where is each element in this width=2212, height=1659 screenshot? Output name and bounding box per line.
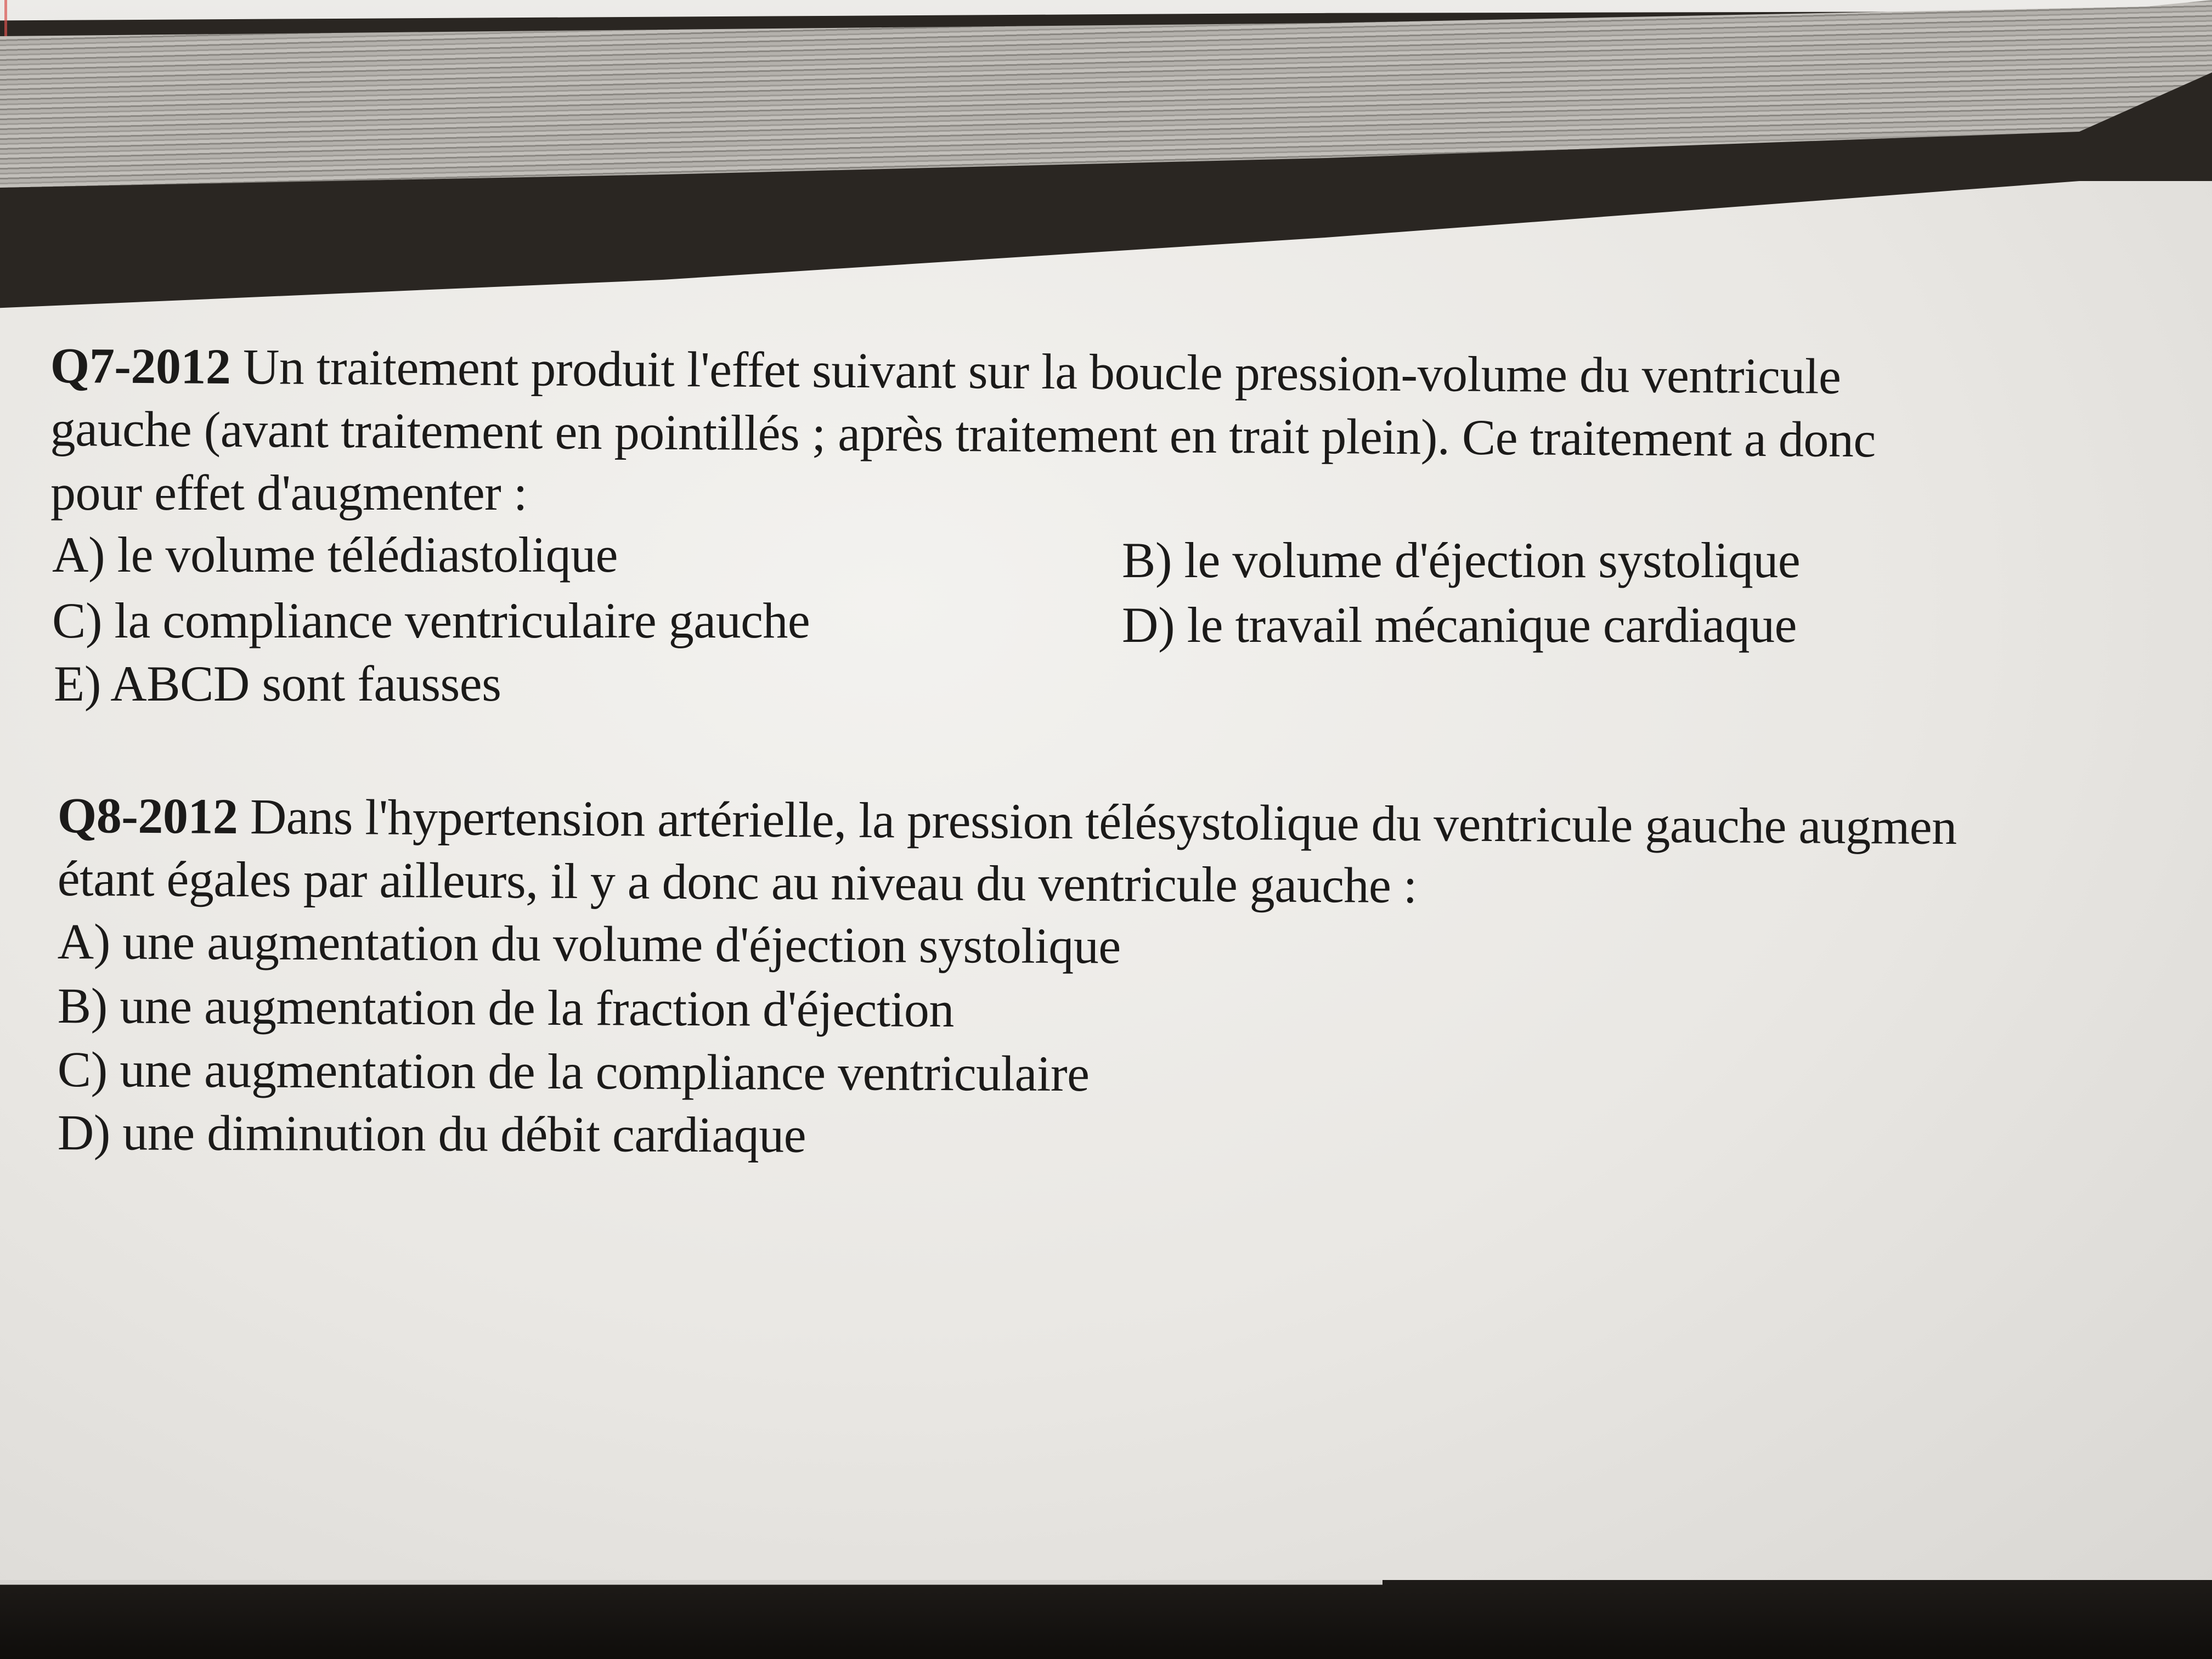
q8-option-a: A) une augmentation du volume d'éjection systolique — [57, 913, 1121, 974]
q7-option-a: A) le volume télédiastolique — [52, 527, 618, 583]
q7-option-c: C) la compliance ventriculaire gauche — [52, 592, 810, 648]
q7-option-e: E) ABCD sont fausses — [54, 656, 501, 712]
q7-stem-line-3: pour effet d'augmenter : — [50, 465, 527, 521]
q8-stem-text-1: Dans l'hypertension artérielle, la pression télésystolique du ventricule gauche augmen — [238, 788, 1957, 855]
q7-stem-line-1 — [50, 337, 1841, 404]
q8-option-d: D) une diminution du débit cardiaque — [57, 1104, 806, 1163]
q8-stem-line-2: étant égales par ailleurs, il y a donc au niveau du ventricule gauche : — [57, 850, 1418, 913]
q8-number: Q8-2012 — [57, 787, 238, 845]
q7-stem-text-1: Un traitement produit l'effet suivant sur la boucle pression-volume du ventricule — [230, 338, 1841, 404]
q7-option-b: B) le volume d'éjection systolique — [1122, 532, 1801, 588]
q8-option-c: C) une augmentation de la compliance ventriculaire — [57, 1041, 1090, 1102]
q7-option-d: D) le travail mécanique cardiaque — [1122, 597, 1797, 653]
q7-number: Q7-2012 — [50, 337, 231, 395]
q8-option-b: B) une augmentation de la fraction d'éjection — [57, 978, 955, 1038]
q7-stem-line-2: gauche (avant traitement en pointillés ; après traitement en trait plein). Ce traitement a donc — [50, 400, 1876, 468]
q8-stem-line-1 — [57, 787, 1957, 855]
